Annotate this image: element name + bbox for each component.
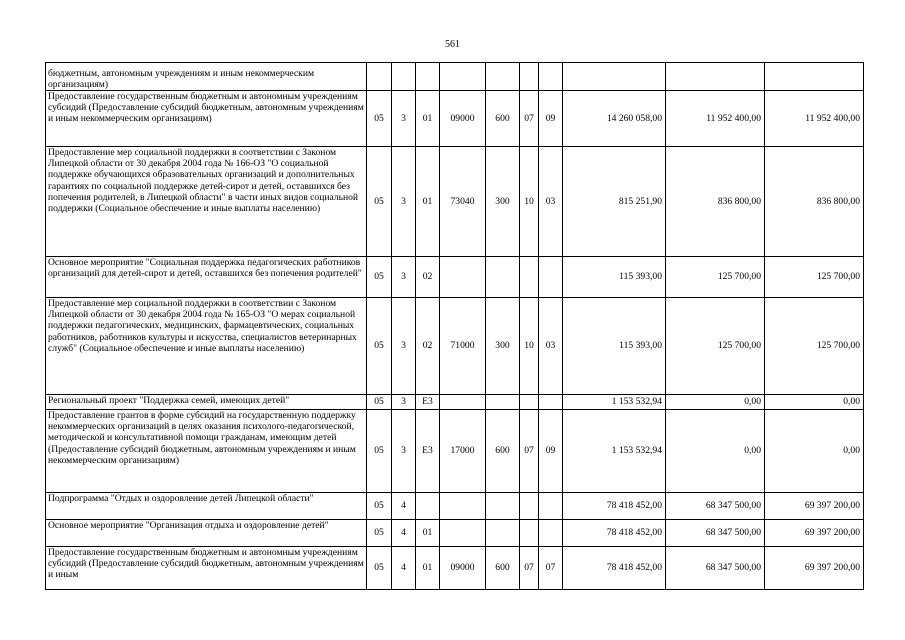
code-section: 10 <box>520 298 539 395</box>
amount-year-1: 14 260 058,00 <box>563 91 666 147</box>
table-row <box>46 547 864 590</box>
code-direction: 09000 <box>440 91 486 147</box>
code-section <box>520 257 539 298</box>
amount-year-3: 69 397 200,00 <box>765 520 864 547</box>
item-name: Предоставление государственным бюджетным и автономным учреждениям субсидий (Предоставление субсидий бюджетным, автономным учреждениям и иным <box>46 547 367 590</box>
code-expense-type: 300 <box>486 298 520 395</box>
item-name: Предоставление мер социальной поддержки в соответствии с Законом Липецкой области от 30 декабря 2004 года № 166-ОЗ "О социальной поддержке обучающихся образовательных организаций и дополнительных гарантиях по социальной поддержке детей-сирот и детей, оставшихся без попечения родителей, в Липецкой области" в части иных видов социальной поддержки (Социальное обеспечение и иные выплаты населению) <box>46 147 367 257</box>
table-row <box>46 298 864 395</box>
budget-table <box>45 62 864 590</box>
item-name: Региональный проект "Поддержка семей, имеющих детей" <box>46 395 367 410</box>
amount-year-1: 78 418 452,00 <box>563 547 666 590</box>
item-name: Предоставление государственным бюджетным и автономным учреждениям субсидий (Предоставление субсидий бюджетным, автономным учреждениям и иным некоммерческим организациям) <box>46 91 367 147</box>
code-subsection: 03 <box>539 298 563 395</box>
item-name: Подпрограмма "Отдых и оздоровление детей Липецкой области" <box>46 493 367 520</box>
amount-year-2: 125 700,00 <box>666 257 765 298</box>
item-name: бюджетным, автономным учреждениям и иным некоммерческим организациям) <box>46 63 367 91</box>
code-subprogram: 3 <box>392 410 416 493</box>
code-program: 05 <box>367 410 392 493</box>
code-direction <box>440 395 486 410</box>
table-row <box>46 147 864 257</box>
amount-year-3: 125 700,00 <box>765 257 864 298</box>
code-program: 05 <box>367 147 392 257</box>
code-activity: 02 <box>416 298 440 395</box>
table-row <box>46 257 864 298</box>
amount-year-3 <box>765 63 864 91</box>
code-expense-type: 600 <box>486 410 520 493</box>
amount-year-1: 1 153 532,94 <box>563 395 666 410</box>
amount-year-3: 0,00 <box>765 395 864 410</box>
table-row <box>46 91 864 147</box>
code-program: 05 <box>367 257 392 298</box>
table-row <box>46 395 864 410</box>
amount-year-1: 815 251,90 <box>563 147 666 257</box>
code-activity: 01 <box>416 147 440 257</box>
amount-year-1: 78 418 452,00 <box>563 520 666 547</box>
item-name: Основное мероприятие "Социальная поддержка педагогических работников организаций для детей-сирот и детей, оставшихся без попечения родителей" <box>46 257 367 298</box>
code-subprogram: 3 <box>392 147 416 257</box>
code-direction <box>440 520 486 547</box>
code-direction: 09000 <box>440 547 486 590</box>
code-subsection: 09 <box>539 91 563 147</box>
code-subprogram: 4 <box>392 493 416 520</box>
code-activity <box>416 493 440 520</box>
code-activity: 01 <box>416 520 440 547</box>
code-activity: 01 <box>416 547 440 590</box>
code-activity: E3 <box>416 395 440 410</box>
amount-year-2: 0,00 <box>666 410 765 493</box>
amount-year-3: 11 952 400,00 <box>765 91 864 147</box>
amount-year-3: 125 700,00 <box>765 298 864 395</box>
code-section: 07 <box>520 410 539 493</box>
code-subsection <box>539 395 563 410</box>
code-expense-type: 600 <box>486 91 520 147</box>
amount-year-1 <box>563 63 666 91</box>
code-activity: 01 <box>416 91 440 147</box>
code-program: 05 <box>367 547 392 590</box>
code-subprogram <box>392 63 416 91</box>
code-expense-type <box>486 520 520 547</box>
code-subsection <box>539 63 563 91</box>
code-expense-type <box>486 493 520 520</box>
code-section <box>520 63 539 91</box>
code-section <box>520 395 539 410</box>
code-direction: 71000 <box>440 298 486 395</box>
code-program: 05 <box>367 520 392 547</box>
code-subprogram: 4 <box>392 520 416 547</box>
code-subsection <box>539 257 563 298</box>
amount-year-1: 78 418 452,00 <box>563 493 666 520</box>
amount-year-3: 69 397 200,00 <box>765 493 864 520</box>
table-row <box>46 520 864 547</box>
amount-year-2: 68 347 500,00 <box>666 547 765 590</box>
amount-year-2: 11 952 400,00 <box>666 91 765 147</box>
code-expense-type <box>486 63 520 91</box>
code-activity <box>416 63 440 91</box>
code-subsection: 09 <box>539 410 563 493</box>
code-direction: 17000 <box>440 410 486 493</box>
code-section: 10 <box>520 147 539 257</box>
code-program: 05 <box>367 395 392 410</box>
code-subprogram: 3 <box>392 298 416 395</box>
code-subsection: 07 <box>539 547 563 590</box>
amount-year-3: 836 800,00 <box>765 147 864 257</box>
page-number: 561 <box>445 39 460 50</box>
amount-year-3: 69 397 200,00 <box>765 547 864 590</box>
code-subprogram: 3 <box>392 257 416 298</box>
amount-year-2: 125 700,00 <box>666 298 765 395</box>
code-expense-type: 300 <box>486 147 520 257</box>
table-row <box>46 410 864 493</box>
code-section <box>520 493 539 520</box>
code-subsection: 03 <box>539 147 563 257</box>
item-name: Предоставление мер социальной поддержки в соответствии с Законом Липецкой области от 30 декабря 2004 года № 165-ОЗ "О мерах социальной поддержки педагогических, медицинских, фармацевтических, социальных работников, работников культуры и искусства, специалистов ветеринарных служб" (Социальное обеспечение и иные выплаты населению) <box>46 298 367 395</box>
amount-year-2: 68 347 500,00 <box>666 520 765 547</box>
code-expense-type <box>486 257 520 298</box>
amount-year-1: 115 393,00 <box>563 257 666 298</box>
table-body <box>46 63 864 590</box>
amount-year-2: 68 347 500,00 <box>666 493 765 520</box>
code-expense-type: 600 <box>486 547 520 590</box>
amount-year-2: 0,00 <box>666 395 765 410</box>
code-direction: 73040 <box>440 147 486 257</box>
amount-year-2: 836 800,00 <box>666 147 765 257</box>
item-name: Предоставление грантов в форме субсидий на государственную поддержку некоммерческих организаций в целях оказания психолого-педагогической, методической и консультативной помощи гражданам, имеющим детей (Предоставление субсидий бюджетным, автономным учреждениям и иным некоммерческим организациям) <box>46 410 367 493</box>
code-activity: 02 <box>416 257 440 298</box>
code-subprogram: 3 <box>392 91 416 147</box>
code-subprogram: 3 <box>392 395 416 410</box>
code-activity: E3 <box>416 410 440 493</box>
amount-year-3: 0,00 <box>765 410 864 493</box>
code-direction <box>440 63 486 91</box>
code-program: 05 <box>367 493 392 520</box>
code-direction <box>440 257 486 298</box>
code-section <box>520 520 539 547</box>
code-section: 07 <box>520 91 539 147</box>
amount-year-1: 1 153 532,94 <box>563 410 666 493</box>
code-program: 05 <box>367 298 392 395</box>
code-subsection <box>539 493 563 520</box>
code-subsection <box>539 520 563 547</box>
table-row <box>46 63 864 91</box>
item-name: Основное мероприятие "Организация отдыха и оздоровление детей" <box>46 520 367 547</box>
amount-year-1: 115 393,00 <box>563 298 666 395</box>
code-program: 05 <box>367 91 392 147</box>
code-section: 07 <box>520 547 539 590</box>
code-expense-type <box>486 395 520 410</box>
code-subprogram: 4 <box>392 547 416 590</box>
code-program <box>367 63 392 91</box>
code-direction <box>440 493 486 520</box>
amount-year-2 <box>666 63 765 91</box>
table-row <box>46 493 864 520</box>
